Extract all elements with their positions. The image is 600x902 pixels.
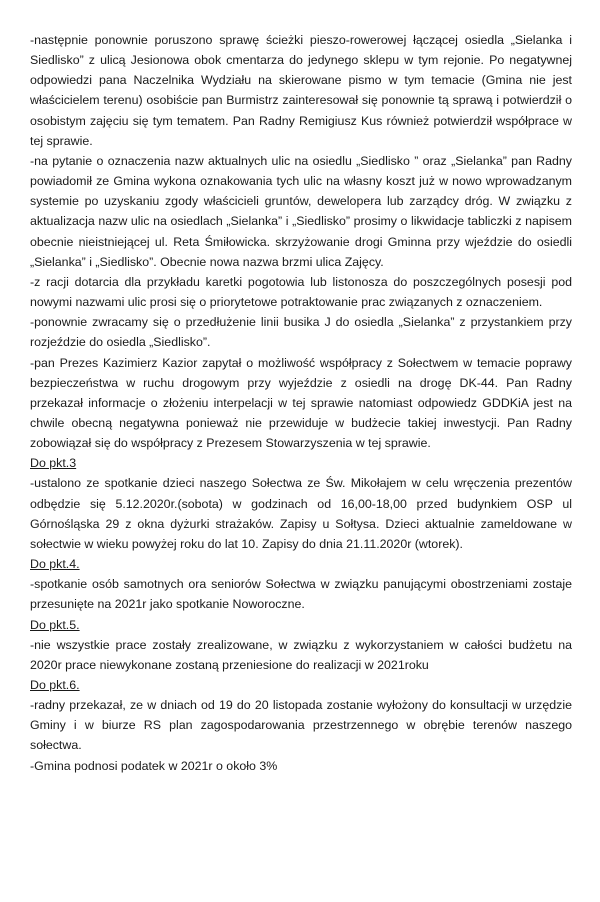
section-heading-pkt5: Do pkt.5. xyxy=(30,617,80,632)
paragraph-bezpieczenstwo-dk44: -pan Prezes Kazimierz Kazior zapytał o możliwość współpracy z Sołectwem w temacie poprawy bezpieczeństwa w ruchu drogowym przy wyjeździe z osiedli na drogę DK-44. Pan Radny przekazał informacje o złożeniu interpelacji w tej sprawie natomiast odpowiedz GDDKiA jest na chwile obecną negatywna ponieważ nie przewiduje w budżecie takiej inwestycji. Pan Radny zobowiązał się do współpracy z Prezesem Stowarzyszenia w tej sprawie. xyxy=(30,355,572,451)
section-heading-pkt4: Do pkt.4. xyxy=(30,557,80,572)
paragraph-sciezka-rowerowa: -następnie ponownie poruszono sprawę ścieżki pieszo-rowerowej łączącej osiedla „Sielanka i Siedlisko” z ulicą Jesionowa obok cmentarza do jedynego sklepu w tym rejonie. Po negatywnej odpowiedzi pana Naczelnika Wydziału na skierowane pismo w tym temacie (Gmina nie jest właścicielem terenu) osobiście pan Burmistrz zainteresował się ponownie tą sprawą i potwierdził o osobistym zajęciu się tym tematem. Pan Radny Remigiusz Kus również potwierdził współprace w tej sprawie. xyxy=(30,33,572,148)
section-heading-pkt3: Do pkt.3 xyxy=(30,456,77,471)
paragraph-karetki-listonosz: -z racji dotarcia dla przykładu karetki pogotowia lub listonosza do poszczególnych posesji pod nowymi nazwami ulic prosi się o priorytetowe potraktowanie prac związanych z oznaczeniem. xyxy=(30,274,572,310)
section-heading-pkt6: Do pkt.6. xyxy=(30,678,80,692)
paragraph-oznaczenia-ulic: -na pytanie o oznaczenia nazw aktualnych ulic na osiedlu „Siedlisko ” oraz „Sielanka” pan Radny powiadomił ze Gmina wykona oznakowania tych ulic na własny koszt już w nowo wprowadzanym systemie po uzyskaniu zgody właścicieli gruntów, dewelopera lub zarządcy dróg. W związku z aktualizacja nazw ulic na osiedlach „Sielanka” i „Siedlisko” prosimy o likwidacje tabliczki z napisem obecnie nieistniejącej ul. Reta Śmiłowicka. skrzyżowanie drogi Gminna przy wjeździe do osiedli „Sielanka” i „Siedlisko”. Obecnie nowa nazwa brzmi ulica Zajęcy. xyxy=(30,153,572,269)
document-page xyxy=(30,30,572,776)
paragraph-plan-zagospodarowania: -radny przekazał, ze w dniach od 19 do 20 listopada zostanie wyłożony do konsultacji w urzędzie Gminy i w biurze RS plan zagospodarowania przestrzennego w obrębie terenów naszego sołectwa. xyxy=(30,698,572,753)
paragraph-budzet: -nie wszystkie prace zostały zrealizowane, w związku z wykorzystaniem w całości budżetu na 2020r prace niewykonane zostaną przeniesione do realizacji w 2021roku xyxy=(30,637,572,672)
paragraph-mikolaj: -ustalono ze spotkanie dzieci naszego Sołectwa ze Św. Mikołajem w celu wręczenia prezentów odbędzie się 5.12.2020r.(sobota) w godzinach od 16,00-18,00 przed budynkiem OSP ul Górnośląska 29 z okna dyżurki strażaków. Zapisy u Sołtysa. Dzieci aktualnie zameldowane w sołectwie w wieku powyżej roku do lat 10. Zapisy do dnia 21.11.2020r (wtorek). xyxy=(30,476,572,551)
paragraph-podatek: -Gmina podnosi podatek w 2021r o około 3% xyxy=(30,758,278,773)
paragraph-linia-busika: -ponownie zwracamy się o przedłużenie linii busika J do osiedla „Sielanka” z przystankiem przy rozjeździe do osiedla „Siedlisko”. xyxy=(30,315,572,350)
paragraph-seniorzy: -spotkanie osób samotnych ora seniorów Sołectwa w związku panującymi obostrzeniami zostaje przesunięte na 2021r jako spotkanie Noworoczne. xyxy=(30,577,572,612)
